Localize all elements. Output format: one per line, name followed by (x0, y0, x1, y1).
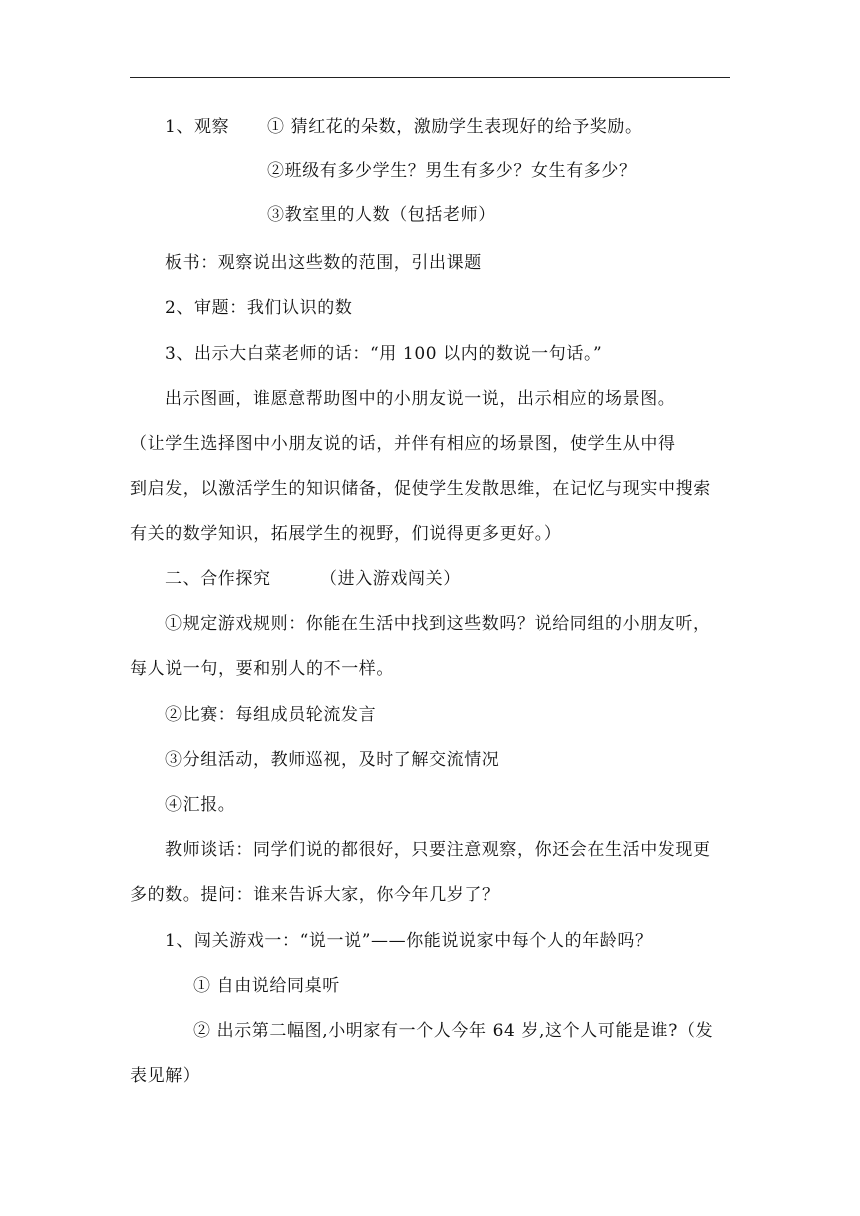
game-one-step-1: ① 自由说给同桌听 (193, 976, 340, 996)
paragraph-note-line-3: 有关的数学知识，拓展学生的视野，们说得更多更好。） (130, 524, 562, 544)
game-step-competition: ②比赛：每组成员轮流发言 (165, 705, 377, 725)
game-one-heading: 1、闯关游戏一：“说一说”——你能说说家中每个人的年龄吗？ (165, 931, 653, 951)
teacher-talk-line-1: 教师谈话：同学们说的都很好，只要注意观察，你还会在生活中发现更 (165, 840, 711, 860)
section-topic: 2、审题：我们认识的数 (165, 298, 353, 318)
header-rule (130, 77, 730, 78)
section-teacher-quote: 3、出示大白菜老师的话：“用 100 以内的数说一句话。” (165, 344, 603, 364)
paragraph-note-line-2: 到启发，以激活学生的知识储备，促使学生发散思维，在记忆与现实中搜索 (130, 479, 711, 499)
game-one-step-2-line-2: 表见解） (130, 1066, 201, 1086)
paragraph-note-line-1: （让学生选择图中小朋友说的话，并伴有相应的场景图，使学生从中得 (130, 434, 676, 454)
game-step-group-activity: ③分组活动，教师巡视，及时了解交流情况 (165, 750, 500, 770)
section-heading-cooperation: 二、合作探究 (165, 569, 271, 589)
observe-item-1: ① 猜红花的朵数，激励学生表现好的给予奖励。 (267, 117, 643, 137)
game-rule-line-1: ①规定游戏规则：你能在生活中找到这些数吗？说给同组的小朋友听， (165, 614, 711, 634)
observe-item-3: ③教室里的人数（包括老师） (267, 205, 496, 225)
game-rule-line-2: 每人说一句，要和别人的不一样。 (130, 659, 394, 679)
observe-item-2: ②班级有多少学生？男生有多少？女生有多少？ (267, 161, 637, 181)
game-step-report: ④汇报。 (165, 795, 236, 815)
game-one-step-2-line-1: ② 出示第二幅图,小明家有一个人今年 64 岁,这个人可能是谁?（发 (193, 1021, 714, 1041)
section-heading-game-note: （进入游戏闯关） (320, 569, 461, 589)
teacher-talk-line-2: 多的数。提问：谁来告诉大家，你今年几岁了？ (130, 885, 500, 905)
blackboard-note: 板书：观察说出这些数的范围，引出课题 (165, 253, 482, 273)
section-observe-label: 1、观察 (165, 117, 230, 137)
paragraph-show-picture: 出示图画，谁愿意帮助图中的小朋友说一说，出示相应的场景图。 (165, 389, 676, 409)
